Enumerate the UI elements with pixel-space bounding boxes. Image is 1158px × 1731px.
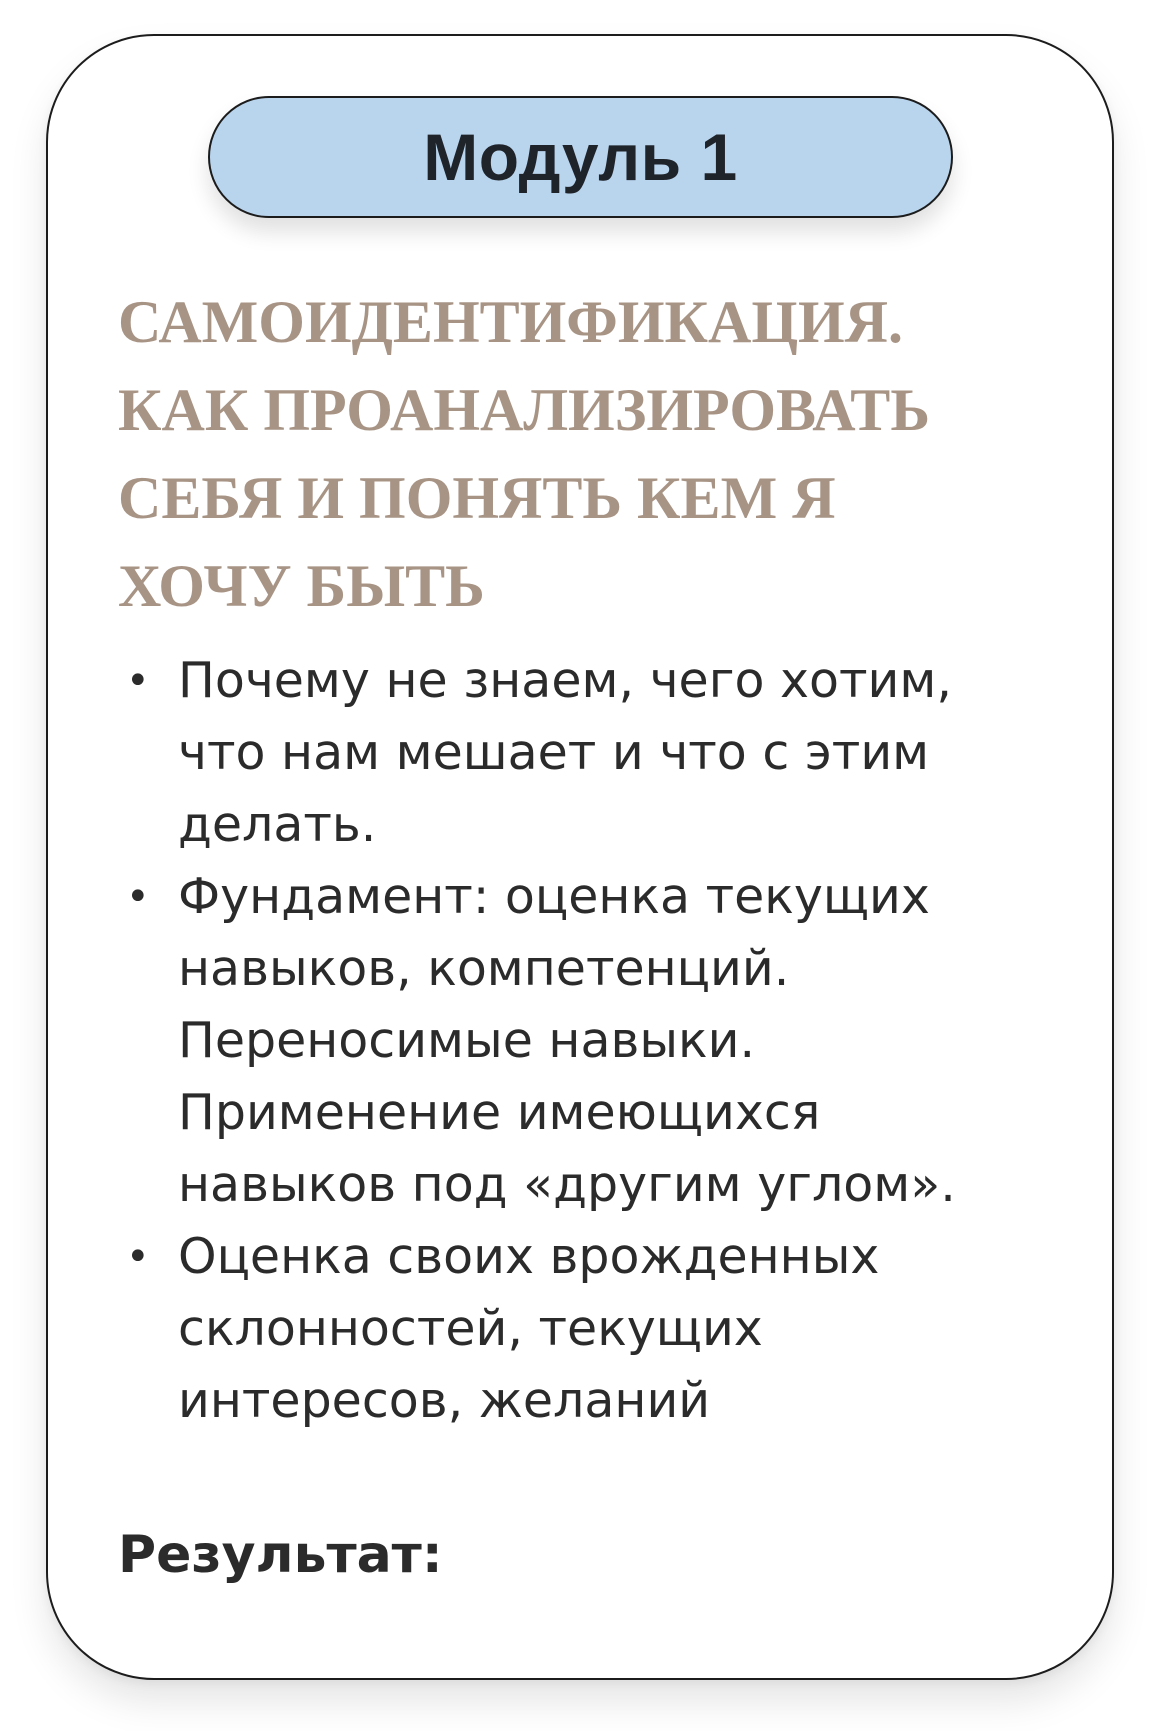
list-item-line: Оценка своих врожденных [178,1228,880,1285]
list-item-line: Переносимые навыки. [178,1012,756,1069]
list-item [118,1221,1058,1437]
list-item-line: Почему не знаем, чего хотим, [178,652,952,709]
module-label: Модуль 1 [423,120,738,194]
bullet-icon: • [126,1234,150,1280]
result-label: Результат: [118,1525,443,1585]
list-item-line: навыков, компетенций. [178,940,790,997]
bullet-icon: • [126,874,150,920]
list-item-line: склонностей, текущих [178,1300,763,1357]
heading-line: САМОИДЕНТИФИКАЦИЯ. [118,289,904,355]
bullet-icon: • [126,658,150,704]
module-badge [208,96,953,218]
list-item-line: делать. [178,796,377,853]
list-item-line: Применение имеющихся [178,1084,821,1141]
list-item-line: навыков под «другим углом». [178,1156,956,1213]
module-heading [118,278,1078,630]
list-item-line: Фундамент: оценка текущих [178,868,930,925]
heading-line: КАК ПРОАНАЛИЗИРОВАТЬ [118,377,930,443]
list-item-line: интересов, желаний [178,1372,711,1429]
heading-line: ХОЧУ БЫТЬ [118,553,485,619]
list-item-line: что нам мешает и что с этим [178,724,930,781]
list-item [118,645,1058,861]
topic-list [118,645,1058,1437]
list-item [118,861,1058,1221]
heading-line: СЕБЯ И ПОНЯТЬ КЕМ Я [118,465,836,531]
